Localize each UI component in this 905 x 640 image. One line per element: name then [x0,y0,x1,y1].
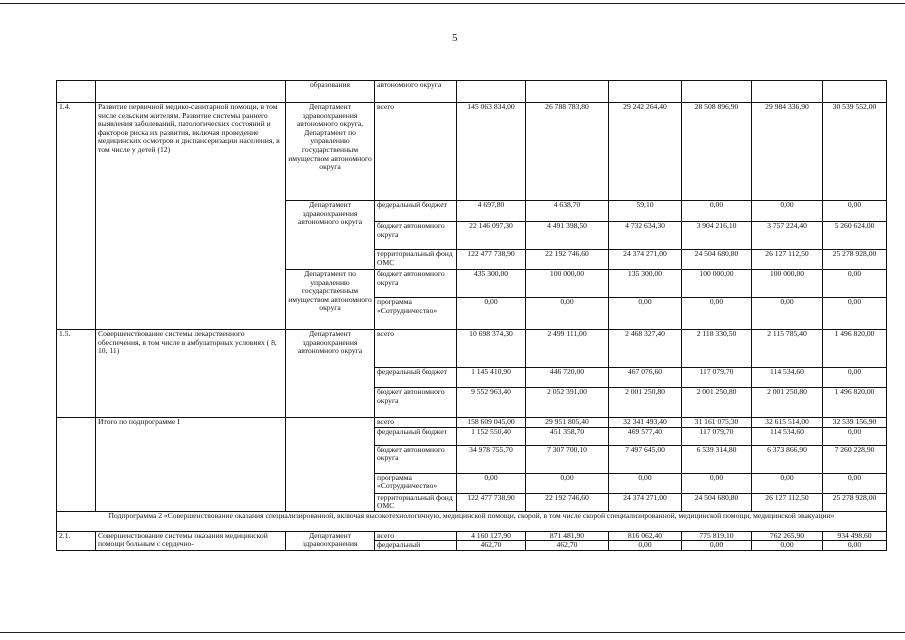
value-cell: 30 539 552,00 [823,103,887,201]
value-cell: 0,00 [823,427,887,445]
value-cell: 2 001 250,80 [609,388,682,418]
source-cell: всего [375,330,457,368]
value-cell: 0,00 [682,541,752,551]
value-cell: 3 904 216,10 [682,222,752,250]
value-cell: 26 127 112,50 [752,250,823,270]
value-cell: 462,70 [457,541,526,551]
source-cell: программа «Сотрудничество» [375,298,457,330]
value-cell: 0,00 [823,298,887,330]
source-cell: федеральный бюджет [375,427,457,445]
value-cell: 32 615 514,00 [752,418,823,428]
value-cell: 135 300,00 [609,270,682,298]
value-cell: 59,10 [609,201,682,222]
executor-cell: Департамент здравоохранения автономного округа, Департамент по управлению государственным имуществом автономного округа [286,103,375,201]
budget-table [56,80,887,551]
value-cell: 469 577,40 [609,427,682,445]
page-number: 5 [452,32,458,44]
value-cell: 2 001 250,80 [752,388,823,418]
value-cell: 6 539 314,80 [682,445,752,473]
value-cell: 0,00 [682,298,752,330]
value-cell: 0,00 [823,541,887,551]
value-cell: 7 497 645,00 [609,445,682,473]
value-cell: 467 076,60 [609,368,682,388]
value-cell: 1 496 820,00 [823,388,887,418]
value-cell: 117 079,70 [682,427,752,445]
value-cell: 22 146 097,30 [457,222,526,250]
value-cell: 4 697,80 [457,201,526,222]
value-cell: 100 000,00 [526,270,609,298]
value-cell: 1 145 410,90 [457,368,526,388]
total-label: Итого по подпрограмме I [96,418,286,512]
value-cell: 2 468 327,40 [609,330,682,368]
value-cell: 117 079,70 [682,368,752,388]
value-cell: 0,00 [609,298,682,330]
source-cell: федеральный бюджет [375,201,457,222]
value-cell: 0,00 [823,270,887,298]
table-row [57,103,887,201]
table-row [57,511,887,531]
value-cell: 10 698 374,30 [457,330,526,368]
value-cell: 1 152 550,40 [457,427,526,445]
value-cell: 29 242 264,40 [609,103,682,201]
value-cell: 25 278 928,00 [823,493,887,511]
value-cell: 0,00 [457,298,526,330]
subprogram-heading: Подпрограмма 2 «Совершенствование оказания специализированной, включая высокотехнологичную, медицинской помощи, скорой, в том числе скорой специализированной, медицинской помощи, медицинской эвакуации» [57,511,887,531]
value-cell: 2 115 785,40 [752,330,823,368]
value-cell: 2 001 250,80 [682,388,752,418]
value-cell: 0,00 [823,368,887,388]
value-cell: 0,00 [682,201,752,222]
value-cell: 114 534,60 [752,368,823,388]
table-row [57,418,887,428]
value-cell: 122 477 738,90 [457,493,526,511]
value-cell: 4 160 127,90 [457,531,526,541]
executor-cell: Департамент здравоохранения [286,531,375,550]
value-cell: 31 161 075,30 [682,418,752,428]
executor-cell: образования [286,81,375,103]
value-cell: 26 127 112,50 [752,493,823,511]
value-cell: 29 984 336,90 [752,103,823,201]
value-cell: 29 951 805,40 [526,418,609,428]
value-cell: 0,00 [682,473,752,493]
value-cell: 0,00 [823,201,887,222]
value-cell: 451 358,70 [526,427,609,445]
source-cell: бюджет автономного округа [375,388,457,418]
source-cell: территориальный фонд ОМС [375,250,457,270]
table-row [57,531,887,541]
value-cell: 0,00 [752,473,823,493]
value-cell: 5 260 624,00 [823,222,887,250]
value-cell: 158 609 045,00 [457,418,526,428]
value-cell: 934 498,60 [823,531,887,541]
value-cell: 2 118 330,50 [682,330,752,368]
value-cell: 34 978 755,70 [457,445,526,473]
row-number: 1.5. [57,330,96,418]
activity-name: Развитие первичной медико-санитарной помощи, в том числе сельским жителям. Развитие системы раннего выявления заболеваний, патологических состояний и факторов риска их развития, включая проведение медицинских осмотров и диспансеризации населения, в том числе у детей (12) [96,103,286,330]
row-number: 2.1. [57,531,96,550]
top-edge-line [0,3,905,4]
value-cell: 0,00 [609,473,682,493]
value-cell: 462,70 [526,541,609,551]
value-cell: 0,00 [609,541,682,551]
value-cell: 4 638,70 [526,201,609,222]
value-cell: 122 477 738,90 [457,250,526,270]
value-cell: 4 732 634,30 [609,222,682,250]
value-cell: 7 307 700,10 [526,445,609,473]
value-cell: 145 063 834,00 [457,103,526,201]
value-cell: 32 341 493,40 [609,418,682,428]
value-cell: 32 539 156,90 [823,418,887,428]
source-cell: всего [375,418,457,428]
value-cell: 0,00 [752,541,823,551]
source-cell: федеральный [375,541,457,551]
source-cell: всего [375,531,457,541]
value-cell: 24 374 271,00 [609,493,682,511]
value-cell: 9 552 963,40 [457,388,526,418]
value-cell: 26 788 783,80 [526,103,609,201]
value-cell: 100 000,00 [752,270,823,298]
source-cell: бюджет автономного округа [375,270,457,298]
value-cell: 114 534,60 [752,427,823,445]
value-cell: 0,00 [526,473,609,493]
executor-cell: Департамент здравоохранения автономного округа [286,330,375,418]
value-cell: 0,00 [752,201,823,222]
value-cell: 0,00 [823,473,887,493]
value-cell: 0,00 [752,298,823,330]
value-cell: 22 192 746,60 [526,250,609,270]
row-number: 1.4. [57,103,96,330]
source-cell: бюджет автономного округа [375,445,457,473]
value-cell: 7 260 228,90 [823,445,887,473]
executor-cell: Департамент по управлению государственным имуществом автономного округа [286,270,375,330]
bottom-edge-line [0,632,905,633]
value-cell: 775 819,10 [682,531,752,541]
value-cell: 446 720,00 [526,368,609,388]
source-cell: бюджет автономного округа [375,222,457,250]
value-cell: 0,00 [457,473,526,493]
source-cell: всего [375,103,457,201]
value-cell: 816 062,40 [609,531,682,541]
value-cell: 3 757 224,40 [752,222,823,250]
value-cell: 22 192 746,60 [526,493,609,511]
value-cell: 100 000,00 [682,270,752,298]
activity-name: Совершенствование системы оказания медицинской помощи больным с сердечно- [96,531,286,550]
executor-cell: Департамент здравоохранения автономного округа [286,201,375,270]
source-cell: федеральный бюджет [375,368,457,388]
value-cell: 4 491 398,50 [526,222,609,250]
value-cell: 25 278 928,00 [823,250,887,270]
table-row [57,81,887,103]
value-cell: 2 499 111,00 [526,330,609,368]
value-cell: 24 504 680,80 [682,250,752,270]
source-cell: автономного округа [375,81,457,103]
value-cell: 24 504 680,80 [682,493,752,511]
value-cell: 28 508 896,90 [682,103,752,201]
value-cell: 762 265,90 [752,531,823,541]
source-cell: программа «Сотрудничество» [375,473,457,493]
activity-name: Совершенствование системы лекарственного обеспечения, в том числе в амбулаторных условиях ( 8, 10, 11) [96,330,286,418]
value-cell: 1 496 820,00 [823,330,887,368]
value-cell: 24 374 271,00 [609,250,682,270]
value-cell: 2 052 391,00 [526,388,609,418]
value-cell: 6 373 866,90 [752,445,823,473]
value-cell: 0,00 [526,298,609,330]
table-row [57,330,887,368]
value-cell: 871 481,90 [526,531,609,541]
value-cell: 435 300,00 [457,270,526,298]
source-cell: территориальный фонд ОМС [375,493,457,511]
